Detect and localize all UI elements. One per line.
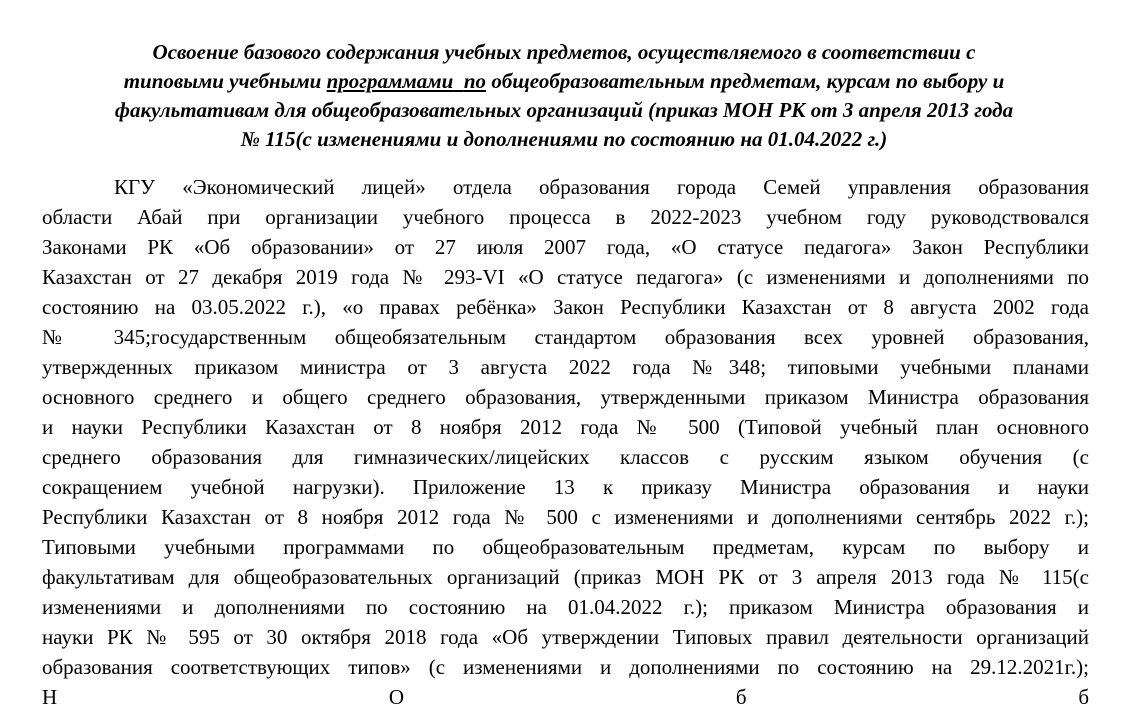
paragraph-line: и науки Республики Казахстан от 8 ноября 2012 года № 500 (Типовой учебный план основного [42, 415, 1089, 439]
paragraph-line: изменениями и дополнениями по состоянию на 01.04.2022 г.); приказом Министра образования и [42, 595, 1089, 619]
paragraph-line: № 345;государственным общеобязательным стандартом образования всех уровней образования, [42, 325, 1089, 349]
paragraph-line: состоянию на 03.05.2022 г.), «о правах ребёнка» Закон Республики Казахстан от 8 августа 2002 года [42, 295, 1089, 319]
paragraph-line: образования соответствующих типов» (с изменениями и дополнениями по состоянию на 29.12.2021г.); [42, 655, 1089, 679]
paragraph-line: Казахстан от 27 декабря 2019 года № 293-VI «О статусе педагога» (с изменениями и дополнениями по [42, 265, 1089, 289]
paragraph-line: сокращением учебной нагрузки). Приложение 13 к приказу Министра образования и науки [42, 475, 1089, 499]
heading-link-po[interactable]: по [463, 69, 487, 93]
paragraph-line: Законами РК «Об образовании» от 27 июля 2007 года, «О статусе педагога» Закон Республики [42, 235, 1089, 259]
heading-line-2-end: общеобразовательным предметам, курсам по выбору и [486, 69, 1005, 93]
heading-link-programmy[interactable]: программами [326, 69, 454, 93]
heading-line-2-start: типовыми учебными [123, 69, 327, 93]
paragraph-line: КГУ «Экономический лицей» отдела образования города Семей управления образования [114, 175, 1089, 199]
paragraph-line: основного среднего и общего среднего образования, утвержденными приказом Министра образования [42, 385, 1089, 409]
paragraph-line: Республики Казахстан от 8 ноября 2012 года № 500 с изменениями и дополнениями сентябрь 2022 г.); [42, 505, 1089, 529]
paragraph-line: Типовыми учебными программами по общеобразовательным предметам, курсам по выбору и [42, 535, 1089, 559]
paragraph-line: утвержденных приказом министра от 3 августа 2022 года №348; типовыми учебными планами [42, 355, 1089, 379]
heading-line-3: факультативам для общеобразовательных организаций (приказ МОН РК от 3 апреля 2013 года [114, 98, 1014, 122]
heading-line-1: Освоение базового содержания учебных предметов, осуществляемого в соответствии с [152, 40, 976, 64]
document-heading [40, 38, 1088, 154]
paragraph-line: области Абай при организации учебного процесса в 2022-2023 учебном году руководствовался [42, 205, 1089, 229]
paragraph-line: науки РК № 595 от 30 октября 2018 года «Об утверждении Типовых правил деятельности организаций [42, 625, 1089, 649]
paragraph-line: факультативам для общеобразовательных организаций (приказ МОН РК от 3 апреля 2013 года № 115(с [42, 565, 1089, 589]
heading-link-gap [453, 69, 464, 93]
body-paragraph [42, 172, 1089, 709]
paragraph-line-cut-off: Н О б б [42, 685, 1089, 709]
paragraph-line: среднего образования для гимназических/лицейских классов с русским языком обучения (с [42, 445, 1089, 469]
heading-line-4: № 115(с изменениями и дополнениями по состоянию на 01.04.2022 г.) [240, 127, 888, 151]
